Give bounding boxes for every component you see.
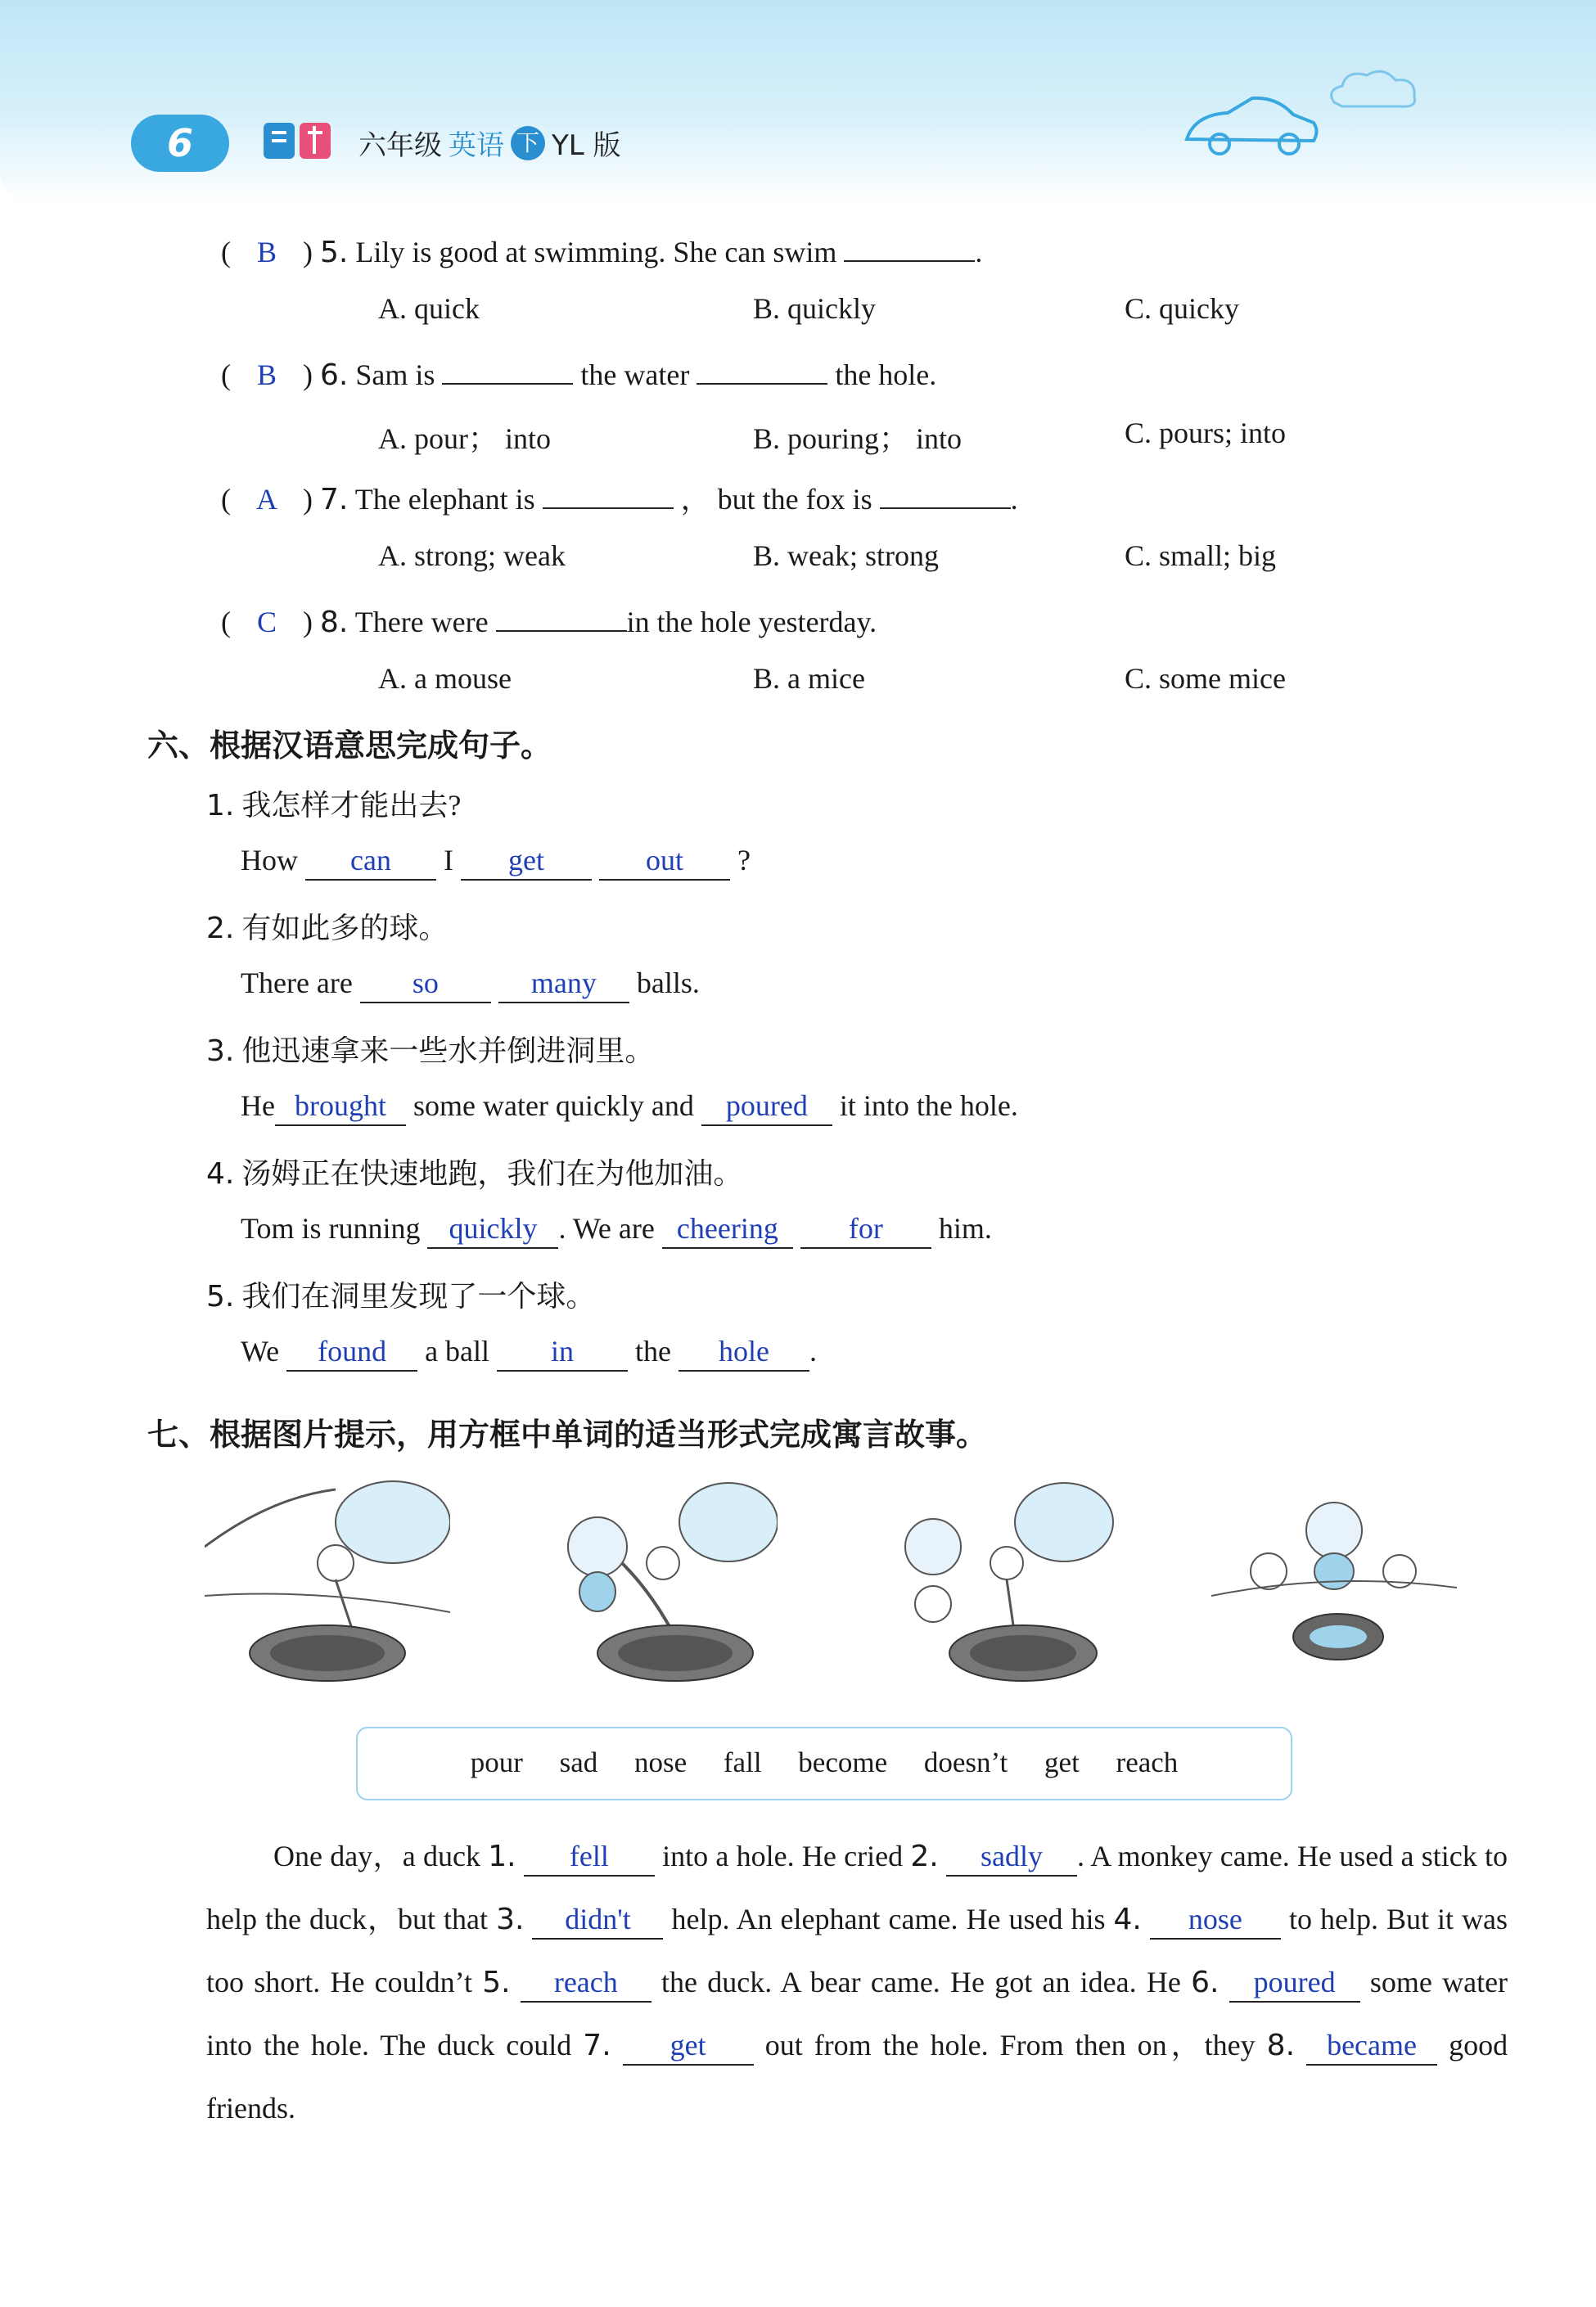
option-b: B. weak; strong xyxy=(753,539,939,572)
answer-blank[interactable]: for xyxy=(800,1214,931,1249)
s6-item-5-en: We found a ball in the hole . xyxy=(241,1334,817,1372)
s6-item-4-en: Tom is running quickly . We are cheering for him. xyxy=(241,1211,992,1249)
answer-blank[interactable]: out xyxy=(599,846,730,881)
answer-blank[interactable]: didn't xyxy=(532,1905,663,1940)
answer-blank[interactable]: in xyxy=(497,1337,628,1372)
option-b: B. quickly xyxy=(753,292,876,325)
story-passage: One day，a duck 1. fell into a hole. He cried 2. sadly . A monkey came. He used a stick to help the duck，but that 3. didn't help. An elephant came. He used his 4. nose to help. But it was too short. He couldn’t 5. reach the duck. A bear came. He got an idea. He 6. poured some water into the hole. The duck could 7. get out from the hole. From then on，they 8. became good friends. xyxy=(206,1840,1508,2125)
illustration-1-monkey-stick xyxy=(205,1473,450,1686)
mc-answer: B xyxy=(256,358,277,391)
s6-item-3-en: He brought some water quickly and poured it into the hole. xyxy=(241,1088,1018,1126)
mc-answer: C xyxy=(256,606,277,638)
answer-blank[interactable]: get xyxy=(461,846,592,881)
story-illustrations xyxy=(205,1473,1449,1694)
mc-question-8: ( C ) 8. There were in the hole yesterday. xyxy=(221,597,877,639)
s6-item-1-en: How can I get out ? xyxy=(241,843,751,881)
option-a: A. a mouse xyxy=(378,662,512,695)
s6-item-2-en: There are so many balls. xyxy=(241,966,700,1003)
mc-question-5: ( B ) 5. Lily is good at swimming. She can swim . xyxy=(221,228,982,269)
option-c: C. small; big xyxy=(1125,539,1277,572)
answer-blank[interactable]: reach xyxy=(521,1968,651,2003)
answer-blank[interactable] xyxy=(496,597,627,632)
grade-label: 六年级 xyxy=(358,129,442,162)
s6-item-4-cn: 4. 汤姆正在快速地跑，我们在为他加油。 xyxy=(206,1157,743,1191)
word-box-words: pour sad nose fall become doesn’t get reach xyxy=(470,1746,1179,1778)
answer-blank[interactable] xyxy=(697,350,827,385)
brand-logo xyxy=(260,115,336,169)
mc-answer: B xyxy=(256,236,277,268)
s6-item-2-cn: 2. 有如此多的球。 xyxy=(206,912,449,945)
answer-blank[interactable] xyxy=(442,350,573,385)
illustration-2-elephant-nose xyxy=(532,1473,778,1686)
page-number-badge: 6 xyxy=(131,115,229,172)
option-c: C. pours; into xyxy=(1125,417,1287,449)
s6-item-3-cn: 3. 他迅速拿来一些水并倒进洞里。 xyxy=(206,1034,655,1068)
volume-badge: 下 xyxy=(511,126,545,160)
answer-blank[interactable]: found xyxy=(286,1337,417,1372)
answer-blank[interactable]: brought xyxy=(275,1092,406,1126)
section-6-title: 六、根据汉语意思完成句子。 xyxy=(147,728,552,764)
book-title xyxy=(358,123,621,163)
answer-blank[interactable]: sadly xyxy=(946,1842,1077,1877)
option-a: A. pour； into xyxy=(378,422,551,455)
option-c: C. some mice xyxy=(1125,662,1286,695)
option-b: B. pouring； into xyxy=(753,422,963,455)
answer-blank[interactable] xyxy=(880,475,1011,509)
mc-answer: A xyxy=(256,483,277,516)
answer-blank[interactable]: many xyxy=(498,969,629,1003)
answer-blank[interactable]: quickly xyxy=(427,1214,558,1249)
illustration-3-bear-idea xyxy=(876,1473,1121,1686)
answer-blank[interactable] xyxy=(844,228,975,262)
answer-blank[interactable]: get xyxy=(623,2031,754,2066)
s6-item-1-cn: 1. 我怎样才能出去? xyxy=(206,789,462,822)
answer-blank[interactable]: hole xyxy=(679,1337,809,1372)
page-header xyxy=(0,0,1596,205)
option-a: A. strong; weak xyxy=(378,539,566,572)
answer-blank[interactable]: so xyxy=(360,969,491,1003)
answer-blank[interactable]: poured xyxy=(701,1092,832,1126)
mc-question-6: ( B ) 6. Sam is the water the hole. xyxy=(221,350,936,392)
s6-item-5-cn: 5. 我们在洞里发现了一个球。 xyxy=(206,1280,596,1313)
cloud-icon xyxy=(1326,65,1424,115)
section-7-title: 七、根据图片提示，用方框中单词的适当形式完成寓言故事。 xyxy=(147,1417,988,1453)
word-box xyxy=(356,1727,1292,1800)
answer-blank[interactable]: fell xyxy=(524,1842,655,1877)
option-a: A. quick xyxy=(378,292,480,325)
answer-blank[interactable]: poured xyxy=(1229,1968,1360,2003)
mc-question-7: ( A ) 7. The elephant is ， but the fox is . xyxy=(221,475,1018,518)
car-icon xyxy=(1179,90,1326,164)
edition-label: YL 版 xyxy=(552,129,621,162)
illustration-4-duck-out xyxy=(1211,1473,1457,1686)
option-c: C. quicky xyxy=(1125,292,1239,325)
option-b: B. a mice xyxy=(753,662,865,695)
subject-label: 英语 xyxy=(449,129,504,162)
answer-blank[interactable]: cheering xyxy=(662,1214,793,1249)
answer-blank[interactable]: nose xyxy=(1150,1905,1281,1940)
answer-blank[interactable]: can xyxy=(305,846,436,881)
answer-blank[interactable]: became xyxy=(1306,2031,1437,2066)
answer-blank[interactable] xyxy=(543,475,674,509)
